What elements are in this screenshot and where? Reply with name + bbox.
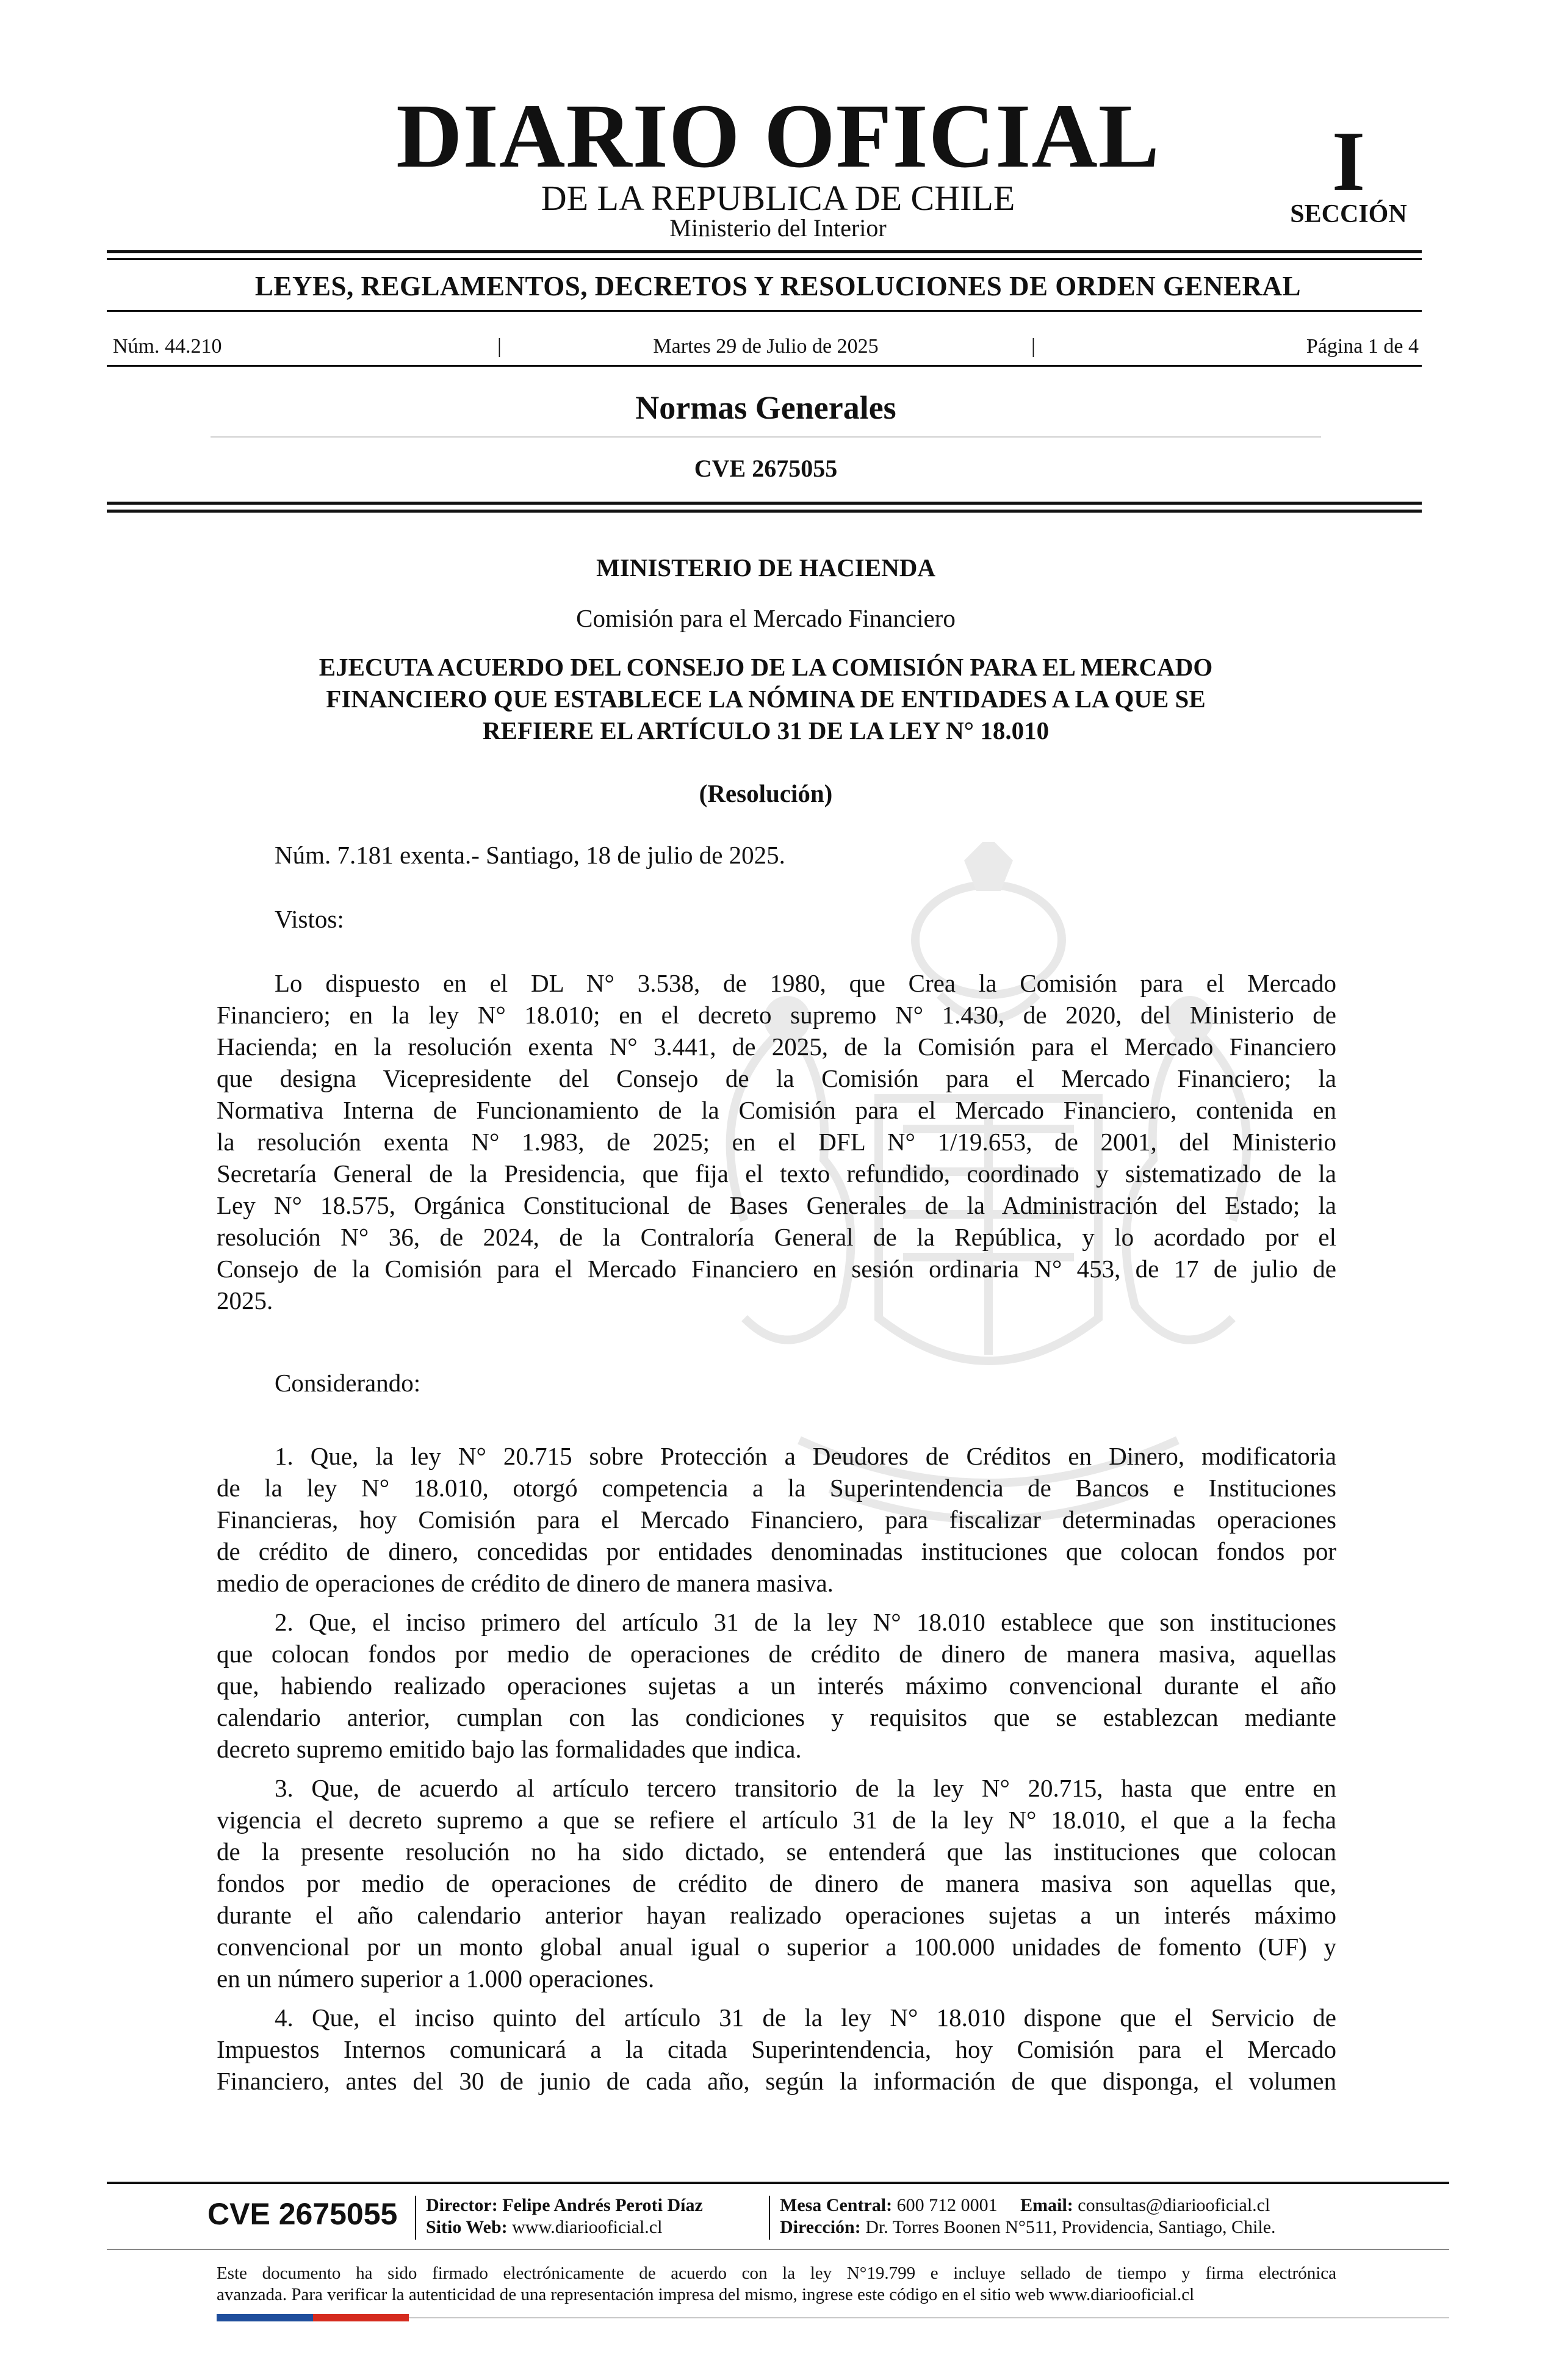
footer-rule <box>107 2182 1449 2184</box>
text-line: que designa Vicepresidente del Consejo de la Comisión para el Mercado Financiero; la <box>217 1064 1336 1092</box>
text-line: Normativa Interna de Funcionamiento de la Comisión para el Mercado Financiero, contenida en <box>217 1096 1336 1124</box>
footer-rule <box>409 2317 1449 2318</box>
text-line: Hacienda; en la resolución exenta N° 3.441, de 2025, de la Comisión para el Mercado Financiero <box>217 1033 1336 1061</box>
info-separator: | <box>1031 335 1036 358</box>
vistos-paragraph <box>217 967 1336 1316</box>
issue-date: Martes 29 de Julio de 2025 <box>653 335 879 358</box>
issue-info-line <box>113 334 1419 359</box>
footer-website <box>426 2216 662 2238</box>
cve-code-header: CVE 2675055 <box>694 455 838 482</box>
flag-color-bar <box>217 2314 409 2321</box>
text-line: la resolución exenta N° 1.983, de 2025; en el DFL N° 1/19.653, de 2001, del Ministerio <box>217 1128 1336 1156</box>
header-rule <box>107 258 1422 260</box>
text-line: Financiero; en la ley N° 18.010; en el decreto supremo N° 1.430, de 2020, del Ministerio de <box>217 1001 1336 1029</box>
legal-line: Este documento ha sido firmado electrónicamente de acuerdo con la ley N°19.799 e incluye sellado de tiempo y firma electrónica <box>217 2263 1336 2283</box>
text-line: vigencia el decreto supremo a que se refiere el artículo 31 de la ley N° 18.010, el que a la fecha <box>217 1806 1336 1834</box>
director-label: Director: <box>426 2195 498 2215</box>
ministry-heading: MINISTERIO DE HACIENDA <box>596 554 935 582</box>
text-line: 2025. <box>217 1286 273 1314</box>
resolution-label: (Resolución) <box>699 779 833 807</box>
text-line: Ley N° 18.575, Orgánica Constitucional de Bases Generales de la Administración del Estado; la <box>217 1191 1336 1219</box>
text-line: en un número superior a 1.000 operaciones. <box>217 1964 655 1992</box>
considerando-paragraph <box>217 1772 1336 1994</box>
text-line: que colocan fondos por medio de operaciones de crédito de dinero de manera masiva, aquellas <box>217 1640 1336 1668</box>
issue-number: Núm. 44.210 <box>113 335 222 358</box>
text-line: calendario anterior, cumplan con las condiciones y requisitos que se establezcan mediante <box>217 1703 1336 1731</box>
text-line: medio de operaciones de crédito de dinero de manera masiva. <box>217 1569 834 1597</box>
phone-label: Mesa Central: <box>780 2195 893 2215</box>
text-line: Consejo de la Comisión para el Mercado Financiero en sesión ordinaria N° 453, de 17 de julio de <box>217 1255 1336 1283</box>
website-link[interactable]: www.diariooficial.cl <box>512 2217 663 2237</box>
footer-cve-code: CVE 2675055 <box>207 2197 398 2231</box>
resolution-title-line: EJECUTA ACUERDO DEL CONSEJO DE LA COMISIÓN PARA EL MERCADO <box>319 653 1213 681</box>
section-word: SECCIÓN <box>1290 200 1407 228</box>
footer-rule <box>107 2249 1449 2250</box>
section-divider <box>211 436 1321 438</box>
text-line: Financiero, antes del 30 de junio de cada año, según la información de que disponga, el volumen <box>217 2067 1336 2095</box>
resolution-title-line: FINANCIERO QUE ESTABLECE LA NÓMINA DE ENTIDADES A LA QUE SE <box>326 685 1206 713</box>
header-rule <box>107 510 1422 513</box>
footer-address <box>780 2216 1276 2238</box>
text-line: de la presente resolución no ha sido dictado, se entenderá que las instituciones que colocan <box>217 1837 1336 1866</box>
text-line: Lo dispuesto en el DL N° 3.538, de 1980, que Crea la Comisión para el Mercado <box>275 969 1336 997</box>
section-numeral: I <box>1331 114 1366 209</box>
header-rule <box>107 502 1422 505</box>
considerando-label: Considerando: <box>275 1369 421 1397</box>
masthead-subtitle: DE LA REPUBLICA DE CHILE <box>541 178 1015 218</box>
resolution-number: Núm. 7.181 exenta.- Santiago, 18 de julio de 2025. <box>275 841 785 869</box>
text-line: de la ley N° 18.010, otorgó competencia a la Superintendencia de Bancos e Instituciones <box>217 1474 1336 1502</box>
commission-name: Comisión para el Mercado Financiero <box>576 604 956 632</box>
footer-contact <box>780 2194 1270 2216</box>
masthead-title: DIARIO OFICIAL <box>396 85 1160 187</box>
considerando-paragraph <box>217 2002 1336 2097</box>
flag-blue-segment <box>217 2314 313 2321</box>
email-link[interactable]: consultas@diariooficial.cl <box>1078 2195 1270 2215</box>
section-heading: Normas Generales <box>635 389 896 426</box>
footer-divider <box>415 2196 416 2240</box>
text-line: convencional por un monto global anual igual o superior a 100.000 unidades de fomento (UF) y <box>217 1933 1336 1961</box>
text-line: 3. Que, de acuerdo al artículo tercero transitorio de la ley N° 20.715, hasta que entre en <box>275 1774 1336 1802</box>
header-rule <box>107 250 1422 253</box>
resolution-title <box>217 651 1315 746</box>
resolution-title-line: REFIERE EL ARTÍCULO 31 DE LA LEY N° 18.010 <box>482 716 1050 745</box>
flag-red-segment <box>313 2314 409 2321</box>
text-line: 1. Que, la ley N° 20.715 sobre Protección a Deudores de Créditos en Dinero, modificatoria <box>275 1442 1336 1470</box>
text-line: 2. Que, el inciso primero del artículo 31 de la ley N° 18.010 establece que son instituciones <box>275 1608 1336 1636</box>
footer-divider <box>769 2196 770 2240</box>
text-line: Financieras, hoy Comisión para el Mercado Financiero, para fiscalizar determinadas operaciones <box>217 1506 1336 1534</box>
page-indicator: Página 1 de 4 <box>1306 335 1419 358</box>
text-line: durante el año calendario anterior hayan realizado operaciones sujetas a un interés máximo <box>217 1901 1336 1929</box>
email-label: Email: <box>1020 2195 1073 2215</box>
address-label: Dirección: <box>780 2217 861 2237</box>
text-line: 4. Que, el inciso quinto del artículo 31 de la ley N° 18.010 dispone que el Servicio de <box>275 2003 1336 2032</box>
footer-director <box>426 2194 703 2216</box>
header-rule <box>107 310 1422 312</box>
text-line: Impuestos Internos comunicará a la citada Superintendencia, hoy Comisión para el Mercado <box>217 2035 1336 2063</box>
text-line: que, habiendo realizado operaciones sujetas a un interés máximo convencional durante el año <box>217 1671 1336 1700</box>
text-line: Secretaría General de la Presidencia, que fija el texto refundido, coordinado y sistematizado de la <box>217 1159 1336 1188</box>
masthead-ministry: Ministerio del Interior <box>669 214 887 242</box>
text-line: de crédito de dinero, concedidas por entidades denominadas instituciones que colocan fondos por <box>217 1537 1336 1565</box>
footer-legal-notice <box>217 2263 1336 2306</box>
address-value: Dr. Torres Boonen N°511, Providencia, Santiago, Chile. <box>865 2217 1276 2237</box>
considerando-paragraph <box>217 1606 1336 1765</box>
considerando-paragraph <box>217 1440 1336 1599</box>
text-line: decreto supremo emitido bajo las formalidades que indica. <box>217 1735 802 1763</box>
director-name: Felipe Andrés Peroti Díaz <box>502 2195 703 2215</box>
text-line: resolución N° 36, de 2024, de la Contraloría General de la República, y lo acordado por el <box>217 1223 1336 1251</box>
band-title: LEYES, REGLAMENTOS, DECRETOS Y RESOLUCIONES DE ORDEN GENERAL <box>254 271 1302 301</box>
legal-line: avanzada. Para verificar la autenticidad de una representación impresa del mismo, ingrese este código en el sitio web www.diariooficial.cl <box>217 2285 1195 2304</box>
phone-value: 600 712 0001 <box>896 2195 998 2215</box>
info-separator: | <box>497 335 502 358</box>
vistos-label: Vistos: <box>275 905 344 933</box>
header-rule <box>107 365 1422 367</box>
website-label: Sitio Web: <box>426 2217 508 2237</box>
text-line: fondos por medio de operaciones de crédito de dinero de manera masiva son aquellas que, <box>217 1869 1336 1897</box>
